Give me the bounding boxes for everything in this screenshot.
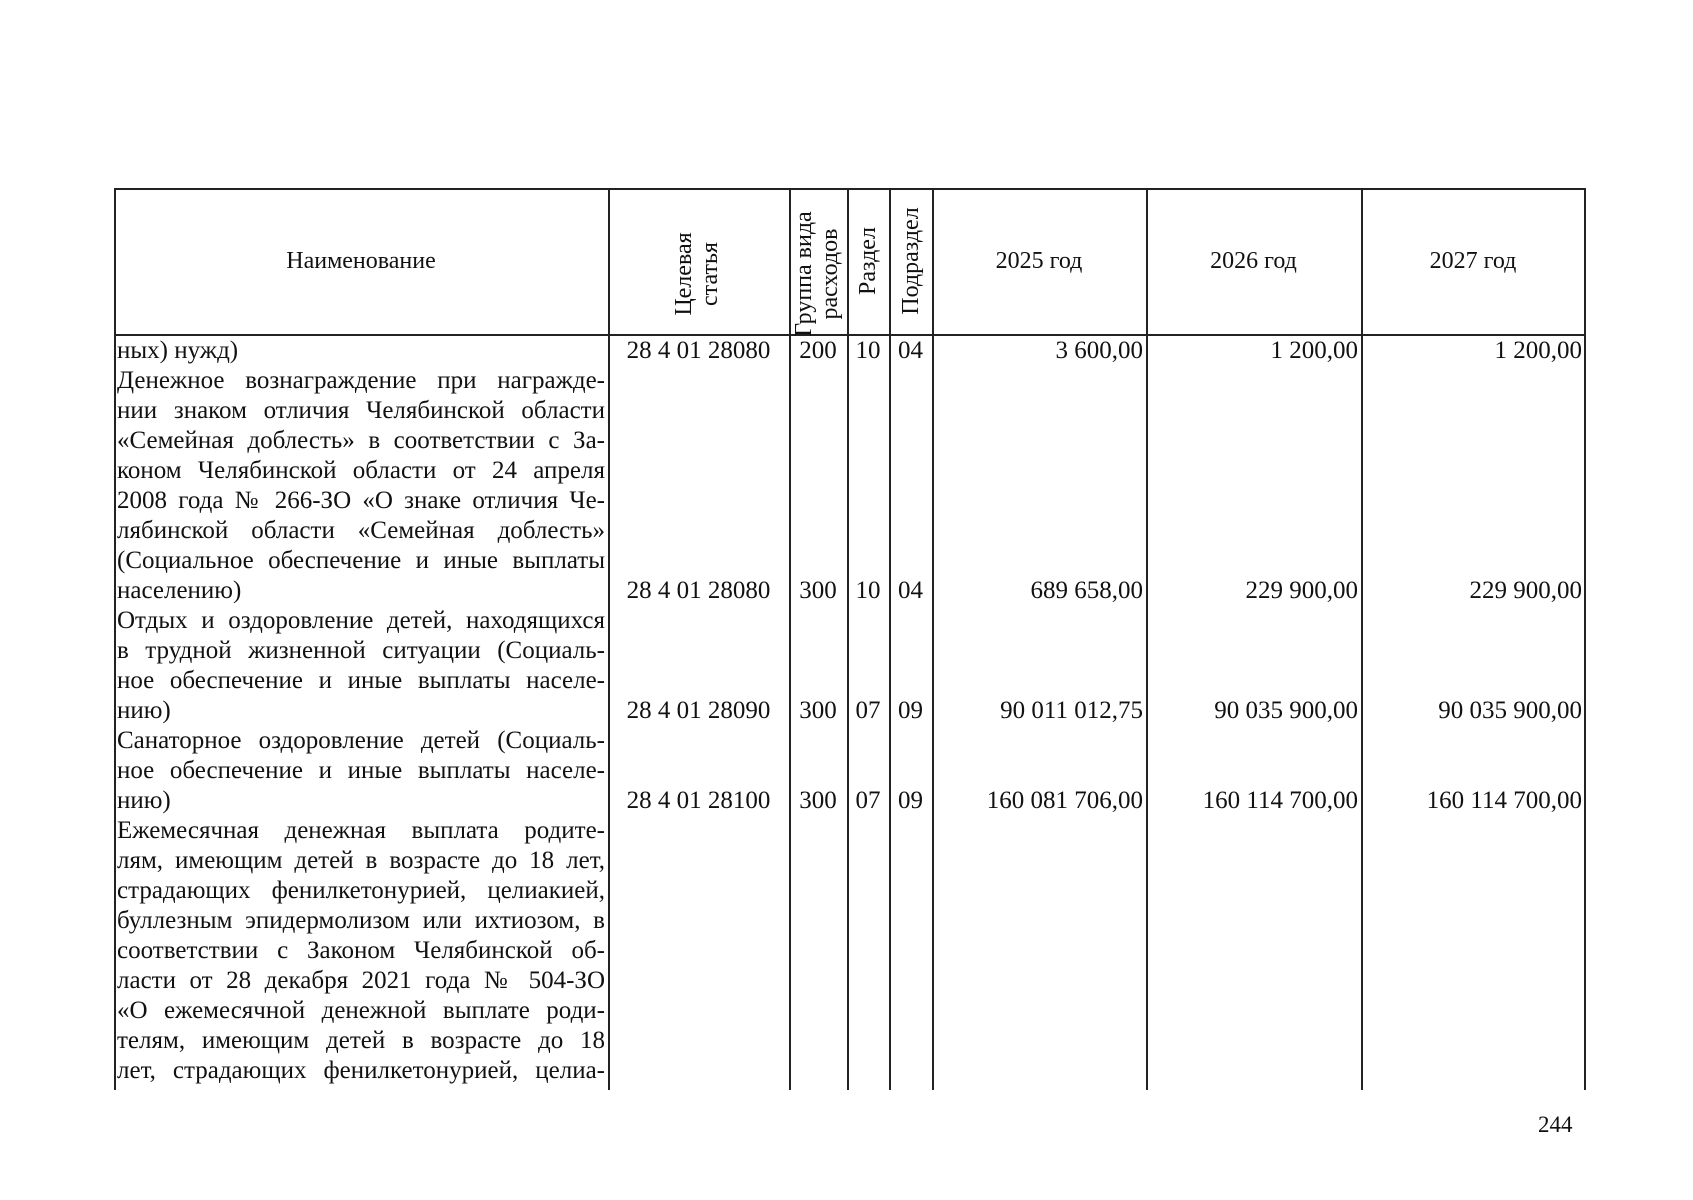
section-cell: 10 — [855, 337, 881, 364]
amount-2027-cell: 1 200,00 — [1494, 337, 1582, 364]
name-line: ных) нужд) — [117, 337, 239, 364]
target-article-cell: 28 4 01 28100 — [626, 787, 771, 814]
header-year-2025: 2025 год — [995, 248, 1083, 274]
table-row — [114, 576, 1586, 606]
name-line: нию) — [117, 697, 171, 724]
subsection-cell: 09 — [898, 697, 923, 724]
subsection-cell: 04 — [898, 337, 923, 364]
subsection-cell: 09 — [898, 787, 923, 814]
name-line: (Социальное обеспечение и иные выплаты — [117, 547, 605, 574]
name-line: «О ежемесячной денежной выплате роди- — [117, 997, 605, 1024]
amount-2027-cell: 160 114 700,00 — [1426, 787, 1582, 814]
header-section: Раздел — [855, 227, 881, 295]
name-line: лет, страдающих фенилкетонурией, целиа- — [117, 1057, 605, 1084]
amount-2026-cell: 160 114 700,00 — [1202, 787, 1358, 814]
expense-group-cell: 300 — [799, 697, 837, 724]
name-line: нию) — [117, 787, 171, 814]
name-line: лям, имеющим детей в возрасте до 18 лет, — [117, 847, 605, 874]
header-year-2026: 2026 год — [1210, 248, 1297, 274]
header-expense-group: Группа вида расходов — [791, 211, 843, 337]
header-subsection: Подраздел — [898, 207, 924, 315]
name-line: ласти от 28 декабря 2021 года № 504-ЗО — [117, 967, 605, 994]
table-left-border — [114, 188, 116, 1090]
target-article-cell: 28 4 01 28080 — [626, 577, 771, 604]
name-line: населению) — [117, 577, 242, 604]
table-top-border — [114, 188, 1586, 190]
amount-2025-cell: 689 658,00 — [1030, 577, 1143, 604]
name-line: страдающих фенилкетонурией, целиакией, — [117, 877, 605, 904]
table-row — [114, 696, 1586, 726]
expense-group-cell: 200 — [799, 337, 837, 364]
name-line: лябинской области «Семейная доблесть» — [117, 517, 605, 544]
name-line: ное обеспечение и иные выплаты населе- — [117, 667, 605, 694]
expense-group-cell: 300 — [799, 577, 837, 604]
target-article-cell: 28 4 01 28090 — [626, 697, 771, 724]
header-name: Наименование — [286, 248, 436, 274]
name-line: ное обеспечение и иные выплаты населе- — [117, 757, 605, 784]
amount-2027-cell: 229 900,00 — [1469, 577, 1582, 604]
amount-2025-cell: 160 081 706,00 — [986, 787, 1143, 814]
amount-2026-cell: 90 035 900,00 — [1214, 697, 1358, 724]
expense-group-cell: 300 — [799, 787, 837, 814]
name-line: Санаторное оздоровление детей (Социаль- — [117, 727, 605, 754]
name-line: телям, имеющим детей в возрасте до 18 — [117, 1027, 605, 1054]
subsection-cell: 04 — [898, 577, 923, 604]
amount-2025-cell: 90 011 012,75 — [1000, 697, 1143, 724]
section-cell: 07 — [855, 697, 881, 724]
name-line: 2008 года № 266-ЗО «О знаке отличия Че- — [117, 487, 605, 514]
header-target-article: Целевая статья — [671, 232, 723, 316]
name-line: Денежное вознаграждение при награжде- — [117, 367, 605, 394]
col-divider-subsection — [889, 188, 891, 1090]
name-line: буллезным эпидермолизом или ихтиозом, в — [117, 907, 605, 934]
table-row — [114, 336, 1586, 366]
section-cell: 10 — [855, 577, 881, 604]
name-line: «Семейная доблесть» в соответствии с За- — [117, 427, 605, 454]
name-line: Ежемесячная денежная выплата родите- — [117, 817, 605, 844]
amount-2025-cell: 3 600,00 — [1055, 337, 1143, 364]
page-number: 244 — [1538, 1112, 1573, 1137]
amount-2026-cell: 229 900,00 — [1245, 577, 1358, 604]
table-row — [114, 786, 1586, 816]
name-line: нии знаком отличия Челябинской области — [117, 397, 605, 424]
name-line: соответствии с Законом Челябинской об- — [117, 937, 605, 964]
name-line: коном Челябинской области от 24 апреля — [117, 457, 605, 484]
name-line: в трудной жизненной ситуации (Социаль- — [117, 637, 605, 664]
col-divider-2026 — [1146, 188, 1148, 1090]
amount-2026-cell: 1 200,00 — [1270, 337, 1358, 364]
col-divider-2027 — [1361, 188, 1363, 1090]
amount-2027-cell: 90 035 900,00 — [1438, 697, 1582, 724]
header-year-2027: 2027 год — [1429, 248, 1517, 274]
name-line: Отдых и оздоровление детей, находящихся — [117, 607, 605, 634]
budget-table — [114, 188, 1586, 1090]
col-divider-section — [847, 188, 849, 1090]
target-article-cell: 28 4 01 28080 — [626, 337, 771, 364]
col-divider-article — [608, 188, 610, 1090]
table-right-border — [1584, 188, 1586, 1090]
col-divider-2025 — [932, 188, 934, 1090]
section-cell: 07 — [855, 787, 881, 814]
